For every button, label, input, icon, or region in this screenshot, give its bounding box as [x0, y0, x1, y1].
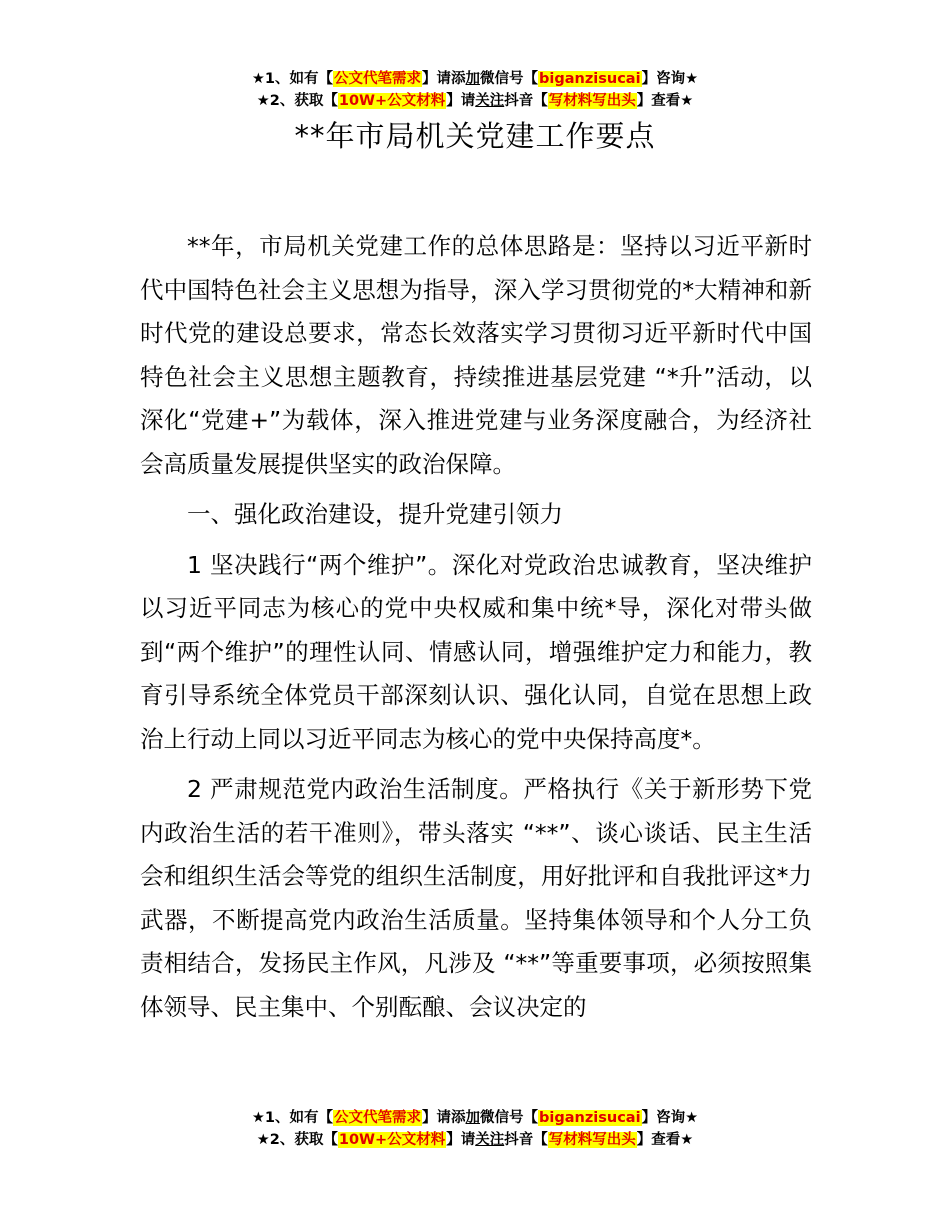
paragraph-item-1: 1 坚决践行“两个维护”。深化对党政治忠诚教育，坚决维护以习近平同志为核心的党中央权威和集中统*导，深化对带头做到“两个维护”的理性认同、情感认同，增强维护定力和能力，教育引导系统全体党员干部深刻认识、强化认同，自觉在思想上政治上行动上同以习近平同志为核心的党中央保持高度*。 [140, 550, 812, 753]
notice-text: 微信号【 [480, 1110, 539, 1126]
highlight-wechat-id: biganzisucai [539, 1110, 641, 1126]
notice-text: ★2、获取【 [256, 1132, 338, 1148]
notice-text: 抖音【 [504, 93, 548, 109]
highlight-materials: 10W+公文材料 [338, 1132, 446, 1148]
notice-text: 抖音【 [504, 1132, 548, 1148]
notice-text: 】查看★ [636, 93, 694, 109]
notice-text: ★1、如有【 [251, 1110, 334, 1126]
notice-text: ★2、获取【 [256, 93, 338, 109]
highlight-service: 公文代笔需求 [334, 71, 422, 87]
document-title: **年市局机关党建工作要点 [294, 119, 656, 153]
notice-text: 】请 [446, 1132, 476, 1148]
footer-notice-line-2 [0, 1129, 950, 1151]
notice-text: 】咨询★ [641, 71, 699, 87]
highlight-materials: 10W+公文材料 [338, 93, 446, 109]
notice-text: 】请添 [422, 71, 466, 87]
document-body [140, 225, 812, 1029]
header-notice-line-2 [0, 90, 950, 112]
notice-text: 】请添 [422, 1110, 466, 1126]
notice-text: 微信号【 [480, 71, 539, 87]
notice-underlined-text: 加 [465, 71, 481, 87]
highlight-wechat-id: biganzisucai [539, 71, 641, 87]
highlight-douyin-account: 写材料写出头 [548, 1132, 636, 1148]
footer-notice-line-1 [0, 1107, 950, 1129]
notice-text: 】请 [446, 93, 476, 109]
notice-underlined-text: 关注 [475, 93, 505, 109]
section-heading-1: 一、强化政治建设，提升党建引领力 [187, 500, 563, 528]
highlight-douyin-account: 写材料写出头 [548, 93, 636, 109]
notice-underlined-text: 关注 [475, 1132, 505, 1148]
header-notice [0, 68, 950, 112]
footer-notice [0, 1107, 950, 1151]
notice-underlined-text: 加 [465, 1110, 481, 1126]
highlight-service: 公文代笔需求 [334, 1110, 422, 1126]
notice-text: 】查看★ [636, 1132, 694, 1148]
notice-text: ★1、如有【 [251, 71, 334, 87]
header-notice-line-1 [0, 68, 950, 90]
paragraph-intro: **年，市局机关党建工作的总体思路是：坚持以习近平新时代中国特色社会主义思想为指导，深入学习贯彻党的*大精神和新时代党的建设总要求，常态长效落实学习贯彻习近平新时代中国特色社会主义思想主题教育，持续推进基层党建 “*升”活动，以深化“党建+”为载体，深入推进党建与业务深度融合，为经济社会高质量发展提供坚实的政治保障。 [140, 232, 812, 478]
notice-text: 】咨询★ [641, 1110, 699, 1126]
paragraph-item-2: 2 严肃规范党内政治生活制度。严格执行《关于新形势下党内政治生活的若干准则》，带头落实 “**”、谈心谈话、民主生活会和组织生活会等党的组织生活制度，用好批评和自我批评这*力武器，不断提高党内政治生活质量。坚持集体领导和个人分工负责相结合，发扬民主作风，凡涉及 “**”等重要事项，必须按照集体领导、民主集中、个别酝酿、会议决定的 [140, 775, 812, 1021]
